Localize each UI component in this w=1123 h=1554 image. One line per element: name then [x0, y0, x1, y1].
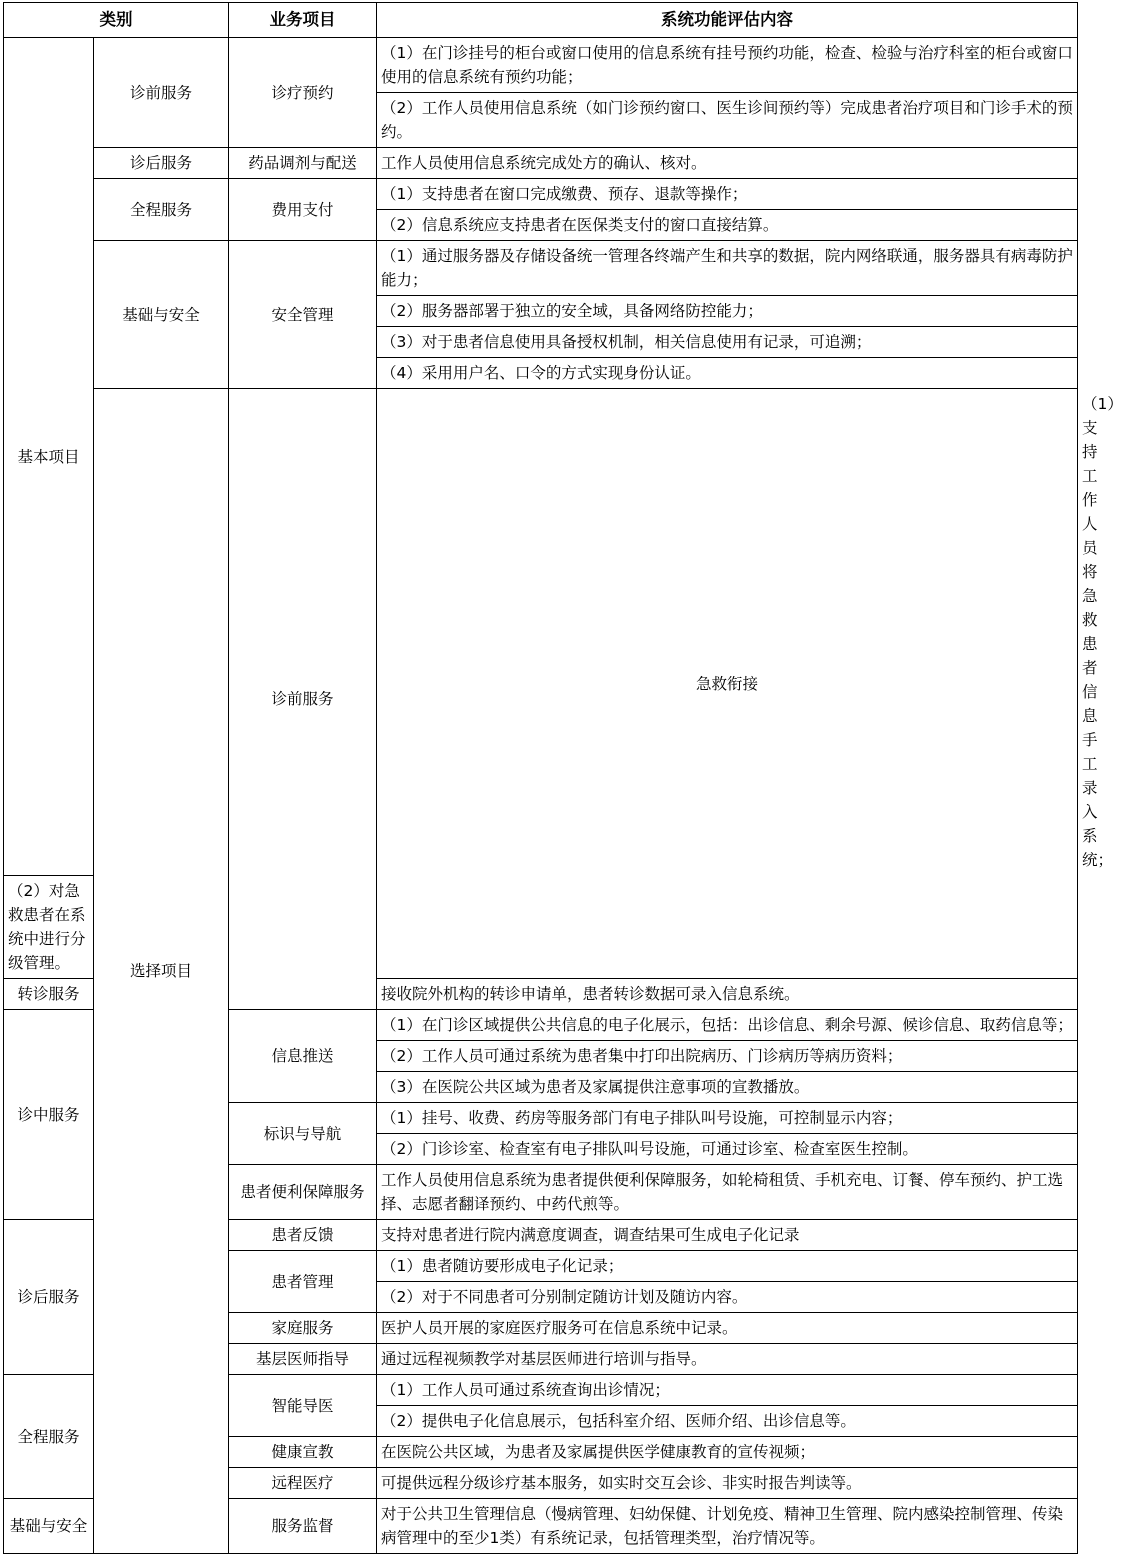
business-item: 费用支付 — [229, 179, 377, 241]
content-cell: （1）挂号、收费、药房等服务部门有电子排队叫号设施，可控制显示内容； — [377, 1103, 1078, 1134]
content-cell: 医护人员开展的家庭医疗服务可在信息系统中记录。 — [377, 1313, 1078, 1344]
content-cell: 在医院公共区域，为患者及家属提供医学健康教育的宣传视频； — [377, 1437, 1078, 1468]
content-cell: （3）在医院公共区域为患者及家属提供注意事项的宣教播放。 — [377, 1072, 1078, 1103]
subcategory: 基础与安全 — [4, 1499, 94, 1554]
table-row — [4, 148, 1078, 179]
subcategory: 全程服务 — [4, 1375, 94, 1499]
table-row — [4, 241, 1078, 296]
subcategory: 诊前服务 — [94, 38, 229, 148]
subcategory: 诊前服务 — [229, 389, 377, 1010]
table-row: 选择项目 诊前服务 急救衔接 （1）支持工作人员将急救患者信息手工录入系统； — [4, 389, 1078, 876]
business-item: 药品调剂与配送 — [229, 148, 377, 179]
content-cell: 支持对患者进行院内满意度调查，调查结果可生成电子化记录 — [377, 1220, 1078, 1251]
category-basic: 基本项目 — [4, 38, 94, 876]
content-cell: （1）工作人员可通过系统查询出诊情况； — [377, 1375, 1078, 1406]
content-cell: （2）门诊诊室、检查室有电子排队叫号设施，可通过诊室、检查室医生控制。 — [377, 1134, 1078, 1165]
business-item: 标识与导航 — [229, 1103, 377, 1165]
content-cell: （1）在门诊区域提供公共信息的电子化展示，包括：出诊信息、剩余号源、候诊信息、取药信息等； — [377, 1010, 1078, 1041]
business-item: 安全管理 — [229, 241, 377, 389]
table-row — [4, 179, 1078, 210]
business-item: 基层医师指导 — [229, 1344, 377, 1375]
content-cell: （2）对于不同患者可分别制定随访计划及随访内容。 — [377, 1282, 1078, 1313]
business-item: 患者便利保障服务 — [229, 1165, 377, 1220]
header-content: 系统功能评估内容 — [377, 3, 1078, 38]
content-cell: 可提供远程分级诊疗基本服务，如实时交互会诊、非实时报告判读等。 — [377, 1468, 1078, 1499]
subcategory: 基础与安全 — [94, 241, 229, 389]
business-item: 患者反馈 — [229, 1220, 377, 1251]
business-item: 信息推送 — [229, 1010, 377, 1103]
content-cell: 工作人员使用信息系统为患者提供便利保障服务，如轮椅租赁、手机充电、订餐、停车预约、护工选择、志愿者翻译预约、中药代煎等。 — [377, 1165, 1078, 1220]
business-item: 急救衔接 — [377, 389, 1078, 979]
content-cell: （1）在门诊挂号的柜台或窗口使用的信息系统有挂号预约功能，检查、检验与治疗科室的柜台或窗口使用的信息系统有预约功能； — [377, 38, 1078, 93]
content-cell: （1）支持患者在窗口完成缴费、预存、退款等操作； — [377, 179, 1078, 210]
business-item: 转诊服务 — [4, 979, 94, 1010]
header-item: 业务项目 — [229, 3, 377, 38]
evaluation-table — [3, 2, 1123, 1554]
content-cell: 通过远程视频教学对基层医师进行培训与指导。 — [377, 1344, 1078, 1375]
business-item: 远程医疗 — [229, 1468, 377, 1499]
header-category: 类别 — [4, 3, 229, 38]
subcategory: 诊后服务 — [94, 148, 229, 179]
content-cell: （2）工作人员使用信息系统（如门诊预约窗口、医生诊间预约等）完成患者治疗项目和门诊手术的预约。 — [377, 93, 1078, 148]
content-cell: 工作人员使用信息系统完成处方的确认、核对。 — [377, 148, 1078, 179]
content-cell: （2）服务器部署于独立的安全域，具备网络防控能力； — [377, 296, 1078, 327]
header-row — [4, 3, 1078, 38]
content-cell: （1）患者随访要形成电子化记录； — [377, 1251, 1078, 1282]
content-cell: （1）通过服务器及存储设备统一管理各终端产生和共享的数据，院内网络联通，服务器具有病毒防护能力； — [377, 241, 1078, 296]
category-optional: 选择项目 — [94, 389, 229, 1554]
business-item: 服务监督 — [229, 1499, 377, 1554]
subcategory: 诊后服务 — [4, 1220, 94, 1375]
content-cell: （2）提供电子化信息展示，包括科室介绍、医师介绍、出诊信息等。 — [377, 1406, 1078, 1437]
content-cell: （2）信息系统应支持患者在医保类支付的窗口直接结算。 — [377, 210, 1078, 241]
business-item: 智能导医 — [229, 1375, 377, 1437]
subcategory: 全程服务 — [94, 179, 229, 241]
content-cell: （3）对于患者信息使用具备授权机制，相关信息使用有记录，可追溯； — [377, 327, 1078, 358]
content-cell: （2）对急救患者在系统中进行分级管理。 — [4, 876, 94, 979]
business-item: 健康宣教 — [229, 1437, 377, 1468]
business-item: 患者管理 — [229, 1251, 377, 1313]
content-cell: 对于公共卫生管理信息（慢病管理、妇幼保健、计划免疫、精神卫生管理、院内感染控制管理、传染病管理中的至少1类）有系统记录，包括管理类型，治疗情况等。 — [377, 1499, 1078, 1554]
content-cell: 接收院外机构的转诊申请单，患者转诊数据可录入信息系统。 — [377, 979, 1078, 1010]
subcategory: 诊中服务 — [4, 1010, 94, 1220]
table-row — [4, 38, 1078, 93]
content-cell: （4）采用用户名、口令的方式实现身份认证。 — [377, 358, 1078, 389]
business-item: 诊疗预约 — [229, 38, 377, 148]
content-cell: （2）工作人员可通过系统为患者集中打印出院病历、门诊病历等病历资料； — [377, 1041, 1078, 1072]
business-item: 家庭服务 — [229, 1313, 377, 1344]
